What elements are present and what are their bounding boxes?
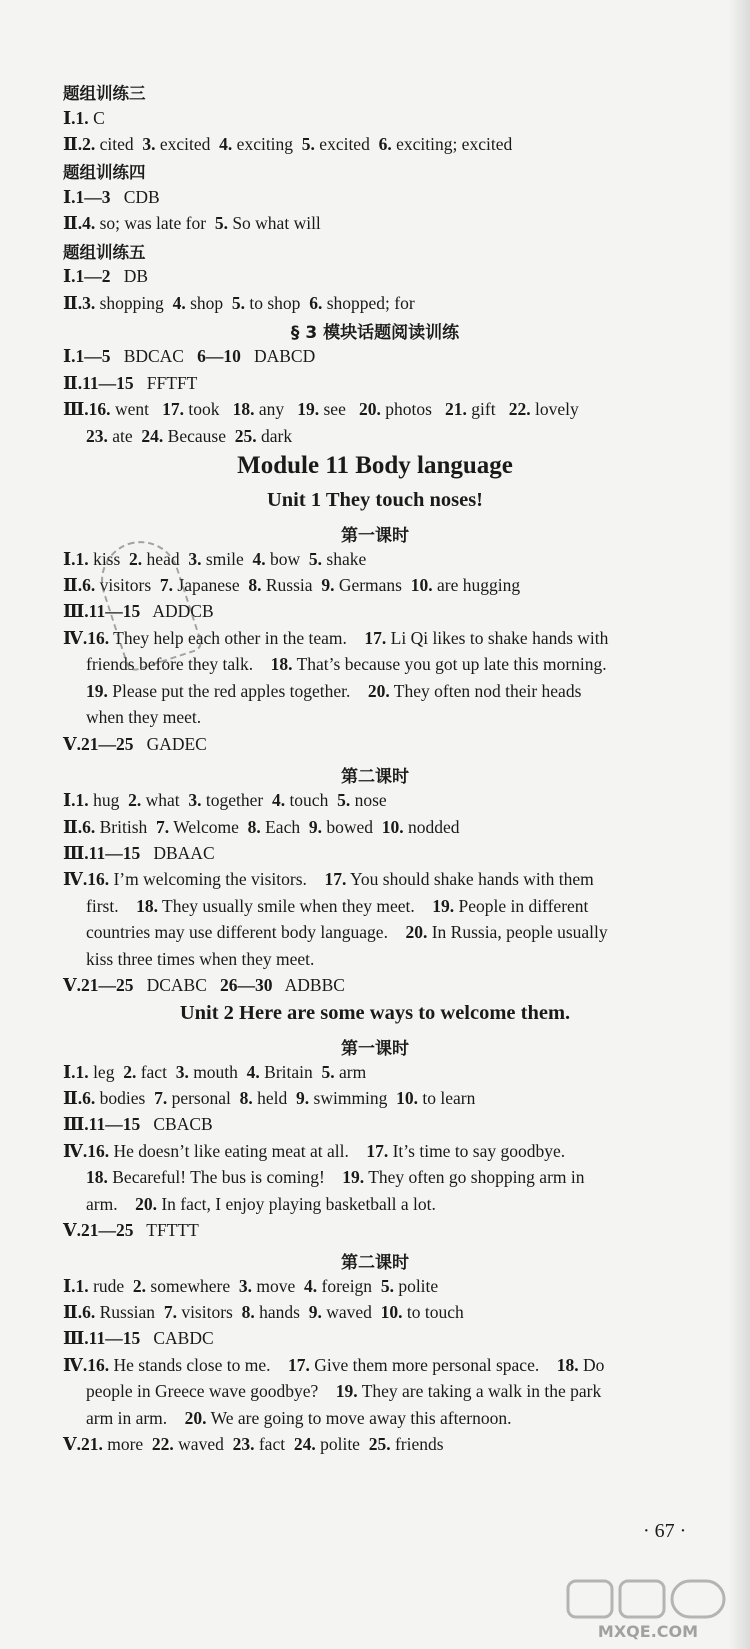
answer-text: He doesn’t like eating meat at all. [109,1141,367,1161]
watermark-text: MXQE.COM [597,1622,699,1641]
answer-text: kiss [88,549,130,569]
answer-line [63,186,730,208]
answer-text: Give them more personal space. [309,1355,557,1375]
question-number: 8. [239,1088,253,1108]
question-number: Ⅳ.16. [63,1355,110,1375]
question-number: 7. [154,1088,168,1108]
module-title: Module 11 Body language [237,452,513,479]
question-number: Ⅱ.3. [63,293,96,313]
answer-text: excited [155,134,220,154]
answer-line [63,1433,730,1455]
question-number: Ⅰ.1. [63,1062,89,1082]
answer-text: dark [256,426,293,446]
question-number: 20. [358,399,381,419]
answer-text: He stands close to me. [109,1355,288,1375]
answer-text: Li Qi likes to shake hands with [386,628,609,648]
answer-text: polite [393,1276,439,1296]
answer-text: move [252,1276,305,1296]
answer-line [63,398,730,420]
answer-line [63,1219,730,1241]
answer-text: polite [315,1434,369,1454]
answer-line [63,974,730,996]
answer-line [63,212,730,234]
answer-text: hug [88,790,129,810]
question-number: Ⅰ.1. [63,549,89,569]
watermark-logo [560,1575,740,1645]
answer-line [86,1166,730,1188]
question-number: 2. [128,790,142,810]
answer-text: Russia [261,575,322,595]
answer-text: fact [136,1062,176,1082]
answer-line [63,133,730,155]
answer-text: shake [322,549,367,569]
answer-text: In Russia, people usually [427,922,608,942]
answer-text: bowed [321,817,382,837]
answer-text: kiss three times when they meet. [86,949,315,969]
question-number: 7. [159,575,174,595]
answer-text: photos [380,399,446,419]
question-number: 18. [136,896,158,916]
answer-text: smile [201,549,253,569]
answer-text: to learn [418,1088,476,1108]
answer-text: BDCAC [110,346,198,366]
question-number: 17. [364,628,387,648]
answer-text: ADDCB [140,601,214,621]
question-number: Ⅲ.11—15 [63,1328,141,1348]
question-number: 4. [304,1276,318,1296]
answer-line [63,1087,730,1109]
answer-text: Becareful! The bus is coming! [107,1167,343,1187]
answer-text: DCABC [133,975,220,995]
answer-line [63,1061,730,1083]
answer-text: waved [173,1434,233,1454]
question-number: 19. [297,399,320,419]
question-number: 8. [248,575,262,595]
question-number: 4. [172,293,186,313]
question-number: 23. [232,1434,255,1454]
question-number: Ⅱ.2. [63,134,96,154]
answer-line [63,292,730,314]
question-number: Ⅴ.21—25 [63,975,134,995]
question-number: Ⅰ.1—2 [63,266,111,286]
lesson-heading: 第二课时 [341,767,409,787]
question-number: 8. [241,1302,255,1322]
question-number: 9. [296,1088,310,1108]
answer-line [63,345,730,367]
question-number: 3. [188,549,202,569]
answer-text: head [142,549,189,569]
answer-line [63,868,730,890]
answer-text: Do [578,1355,605,1375]
answer-text: more [102,1434,152,1454]
question-number: 8. [247,817,261,837]
answer-text: exciting; excited [391,134,513,154]
question-number: 18. [232,399,255,419]
question-number: Ⅴ.21—25 [63,1220,134,1240]
question-number: 10. [396,1088,419,1108]
answer-text: held [252,1088,297,1108]
answer-text: cited [95,134,143,154]
answer-line [86,706,730,728]
answer-text: DB [110,266,148,286]
question-number: 4. [246,1062,260,1082]
question-number: Ⅳ.16. [63,869,110,889]
question-number: 4. [271,790,286,810]
question-number: 5. [301,134,315,154]
answer-line [86,948,730,970]
answer-line [86,680,730,702]
answer-text: British [95,817,157,837]
answer-text: mouth [188,1062,247,1082]
question-number: 3. [238,1276,252,1296]
question-number: 17. [324,869,347,889]
answer-line [63,372,730,394]
unit-1-title: Unit 1 They touch noses! [266,489,484,511]
answer-text: bow [265,549,309,569]
question-number: 24. [141,426,164,446]
answer-text: waved [321,1302,381,1322]
answer-text: visitors [176,1302,242,1322]
question-number: 19. [432,896,455,916]
answer-text: arm. [86,1194,136,1214]
answer-text: FFTFT [133,373,198,393]
answer-text: In fact, I enjoy playing basketball a lot. [156,1194,436,1214]
question-number: 19. [86,681,108,701]
question-number: 18. [556,1355,579,1375]
question-number: 25. [368,1434,391,1454]
question-number: 3. [142,134,156,154]
answer-text: personal [167,1088,240,1108]
answer-line [63,1327,730,1349]
question-number: 4. [252,549,266,569]
answer-text: leg [88,1062,124,1082]
heading-reading-training: § 3 模块话题阅读训练 [290,323,460,343]
question-number: Ⅱ.6. [63,1088,96,1108]
answer-text: when they meet. [86,707,202,727]
answer-line [86,1380,730,1402]
answer-line [63,789,730,811]
question-number: 20. [367,681,390,701]
question-number: Ⅴ.21—25 [63,734,134,754]
answer-text: nodded [403,817,460,837]
answer-text: They often go shopping arm in [364,1167,585,1187]
question-number: Ⅲ.11—15 [63,1114,141,1134]
answer-line [86,653,730,675]
question-number: Ⅲ.11—15 [63,843,141,863]
answer-line [63,1301,730,1323]
answer-text: see [319,399,359,419]
answer-text: CBACB [140,1114,213,1134]
answer-text: GADEC [133,734,207,754]
answer-text: ADBBC [272,975,345,995]
heading-group-4: 题组训练四 [63,163,146,182]
question-number: 4. [219,134,233,154]
question-number: Ⅱ.4. [63,213,96,233]
unit-2-title: Unit 2 Here are some ways to welcome them. [179,1002,571,1024]
question-number: 25. [234,426,257,446]
question-number: 17. [162,399,184,419]
answer-text: swimming [309,1088,397,1108]
question-number: 18. [270,654,293,674]
question-number: 9. [308,1302,322,1322]
answer-text: foreign [317,1276,381,1296]
question-number: 2. [123,1062,137,1082]
answer-text: Because [163,426,235,446]
answer-text: friends [390,1434,444,1454]
question-number: 26—30 [220,975,273,995]
lesson-heading: 第一课时 [341,526,409,546]
question-number: Ⅲ.11—15 [63,601,141,621]
answer-line [63,107,730,129]
answer-text: first. [86,896,137,916]
answer-text: arm [334,1062,367,1082]
answer-line [86,1193,730,1215]
question-number: 19. [335,1381,358,1401]
question-number: Ⅰ.1. [63,108,89,128]
answer-line [86,1407,730,1429]
answer-text: C [88,108,105,128]
answer-text: took [183,399,233,419]
answer-text: I’m welcoming the visitors. [109,869,325,889]
answer-text: exciting [232,134,302,154]
answer-text: to shop [245,293,310,313]
answer-text: so; was late for [95,213,215,233]
answer-text: shop [185,293,232,313]
question-number: 22. [508,399,531,419]
answer-text: TFTTT [133,1220,199,1240]
answer-text: are hugging [432,575,521,595]
answer-text: Please put the red apples together. [107,681,368,701]
answer-text: people in Greece wave goodbye? [86,1381,336,1401]
answer-line [86,895,730,917]
answer-text: DABCD [240,346,316,366]
answer-line [63,842,730,864]
answer-text: shopped; for [322,293,415,313]
answer-line [86,921,730,943]
question-number: 24. [293,1434,316,1454]
question-number: Ⅱ.6. [63,575,96,595]
question-number: Ⅰ.1—5 [63,346,111,366]
heading-group-3: 题组训练三 [63,84,146,103]
question-number: 3. [175,1062,189,1082]
question-number: 5. [231,293,245,313]
answer-text: bodies [95,1088,155,1108]
question-number: 9. [308,817,322,837]
answer-text: People in different [454,896,589,916]
question-number: 10. [410,575,433,595]
question-number: 23. [86,426,108,446]
answer-text: It’s time to say goodbye. [388,1141,566,1161]
question-number: 20. [405,922,428,942]
answer-line [63,1140,730,1162]
answer-text: Japanese [173,575,249,595]
answer-line [63,1275,730,1297]
question-number: 6—10 [197,346,241,366]
question-number: 2. [129,549,143,569]
answer-text: went [110,399,163,419]
answer-text: arm in arm. [86,1408,185,1428]
answer-text: They usually smile when they meet. [157,896,433,916]
answer-line [63,265,730,287]
answer-line [86,425,730,447]
answer-text: gift [466,399,509,419]
question-number: 18. [86,1167,108,1187]
answer-text: ate [107,426,142,446]
page-number: · 67 · [643,1520,687,1542]
question-number: 5. [308,549,323,569]
question-number: 5. [337,790,351,810]
question-number: 5. [321,1062,335,1082]
question-number: 2. [132,1276,147,1296]
question-number: 9. [321,575,335,595]
question-number: 3. [188,790,202,810]
answer-text: So what will [227,213,321,233]
question-number: 17. [287,1355,310,1375]
answer-text: together [201,790,272,810]
question-number: Ⅴ.21. [63,1434,103,1454]
answer-line [63,733,730,755]
answer-text: countries may use different body language. [86,922,406,942]
lesson-heading: 第二课时 [341,1253,409,1273]
question-number: Ⅱ.6. [63,1302,96,1322]
question-number: 22. [151,1434,174,1454]
answer-text: friends before they talk. [86,654,271,674]
answer-text: to touch [402,1302,464,1322]
answer-text: They are taking a walk in the park [357,1381,602,1401]
answer-text: That’s because you got up late this morning. [292,654,607,674]
answer-text: We are going to move away this afternoon. [206,1408,512,1428]
question-number: Ⅰ.1—3 [63,187,111,207]
page-edge-shadow [728,0,750,1649]
answer-text: Russian [95,1302,164,1322]
question-number: Ⅳ.16. [63,1141,110,1161]
answer-text: somewhere [146,1276,239,1296]
question-number: 20. [135,1194,157,1214]
question-number: Ⅰ.1. [63,790,89,810]
question-number: Ⅱ.11—15 [63,373,134,393]
answer-text: lovely [530,399,579,419]
answer-text: nose [350,790,387,810]
question-number: 17. [366,1141,389,1161]
answer-line [63,816,730,838]
question-number: 6. [309,293,323,313]
answer-text: Germans [334,575,411,595]
answer-text: Britain [259,1062,322,1082]
answer-text: They help each other in the team. [109,628,365,648]
answer-text: fact [254,1434,294,1454]
answer-text: what [141,790,189,810]
answer-text: They often nod their heads [389,681,582,701]
answer-text: You should shake hands with them [346,869,594,889]
answer-text: any [254,399,298,419]
answer-text: Each [260,817,309,837]
question-number: 7. [163,1302,177,1322]
answer-text: rude [88,1276,133,1296]
answer-text: visitors [95,575,160,595]
question-number: Ⅰ.1. [63,1276,89,1296]
answer-text: excited [314,134,379,154]
answer-text: touch [285,790,338,810]
answer-text: CDB [110,187,160,207]
heading-group-5: 题组训练五 [63,243,146,262]
question-number: 5. [380,1276,394,1296]
answer-text: shopping [95,293,173,313]
question-number: Ⅳ.16. [63,628,110,648]
lesson-heading: 第一课时 [341,1039,409,1059]
answer-text: DBAAC [140,843,215,863]
question-number: 7. [156,817,170,837]
question-number: 21. [445,399,467,419]
answer-text: hands [254,1302,309,1322]
answer-line [63,1113,730,1135]
question-number: 5. [214,213,228,233]
question-number: 10. [381,817,404,837]
answer-line [63,1354,730,1376]
question-number: 19. [342,1167,365,1187]
question-number: 6. [378,134,392,154]
question-number: Ⅲ.16. [63,399,111,419]
question-number: 10. [380,1302,403,1322]
answer-text: CABDC [140,1328,214,1348]
question-number: 20. [184,1408,207,1428]
answer-text: Welcome [169,817,248,837]
question-number: Ⅱ.6. [63,817,96,837]
